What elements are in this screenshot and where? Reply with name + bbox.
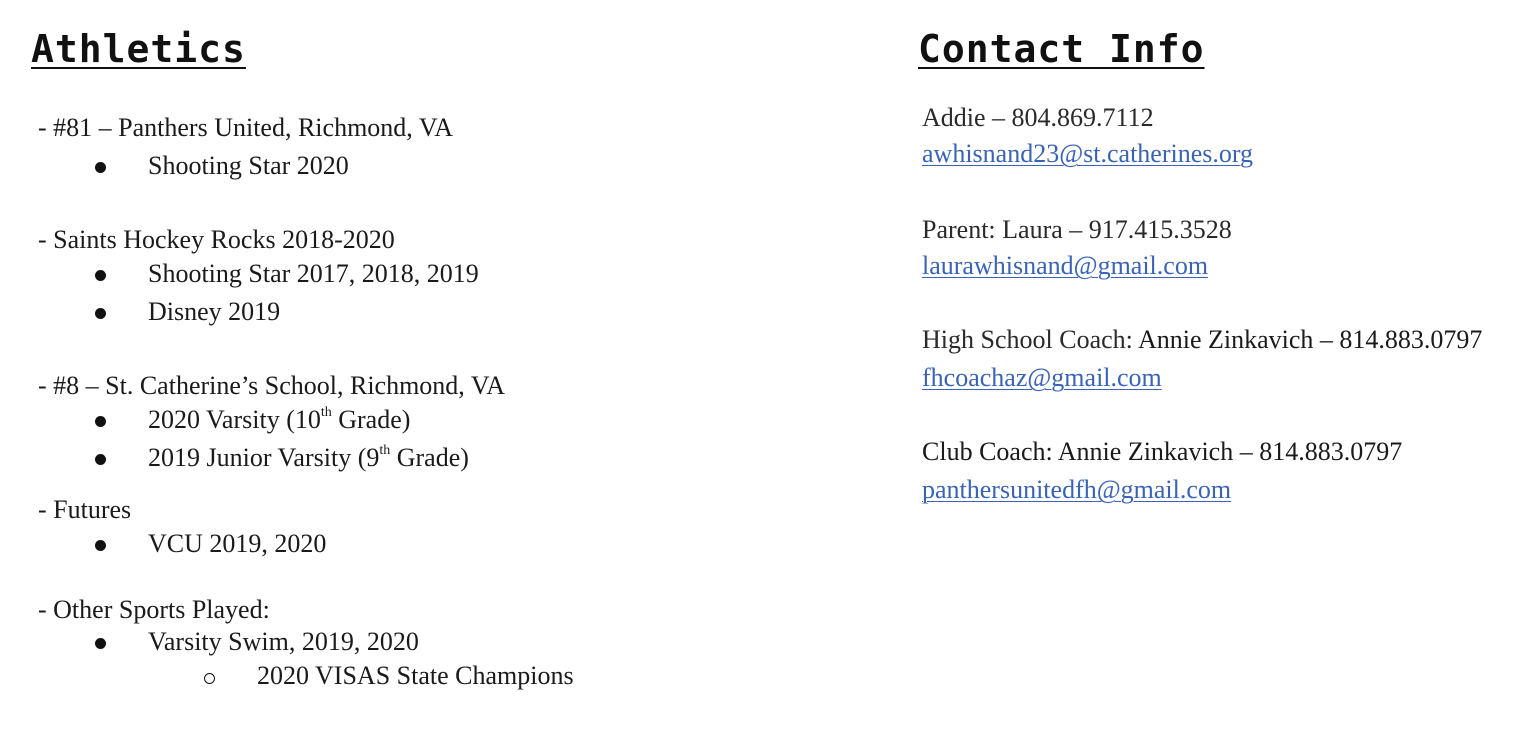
item-text: Grade) — [331, 405, 411, 434]
bullet-icon — [95, 308, 106, 319]
coach-label: High School Coach: — [922, 325, 1138, 354]
other-sports-subitem: 2020 VISAS State Champions — [257, 661, 574, 690]
coach-detail: Annie Zinkavich – 814.883.0797 — [1137, 325, 1483, 354]
bullet-icon — [95, 162, 106, 173]
item-text: 2020 Varsity (10 — [148, 405, 321, 434]
bullet-icon — [95, 454, 106, 465]
bullet-icon — [95, 416, 106, 427]
st-catherines-item — [148, 442, 469, 474]
high-school-coach-phone — [922, 324, 1482, 356]
st-catherines-item — [148, 404, 410, 436]
st-catherines-title: - #8 – St. Catherine’s School, Richmond, VA — [38, 371, 506, 400]
parent-phone: Parent: Laura – 917.415.3528 — [922, 215, 1232, 244]
athletics-heading: Athletics — [31, 27, 246, 71]
item-text: Grade) — [390, 443, 469, 472]
club-coach-email-link[interactable]: panthersunitedfh@gmail.com — [922, 475, 1232, 504]
hollow-bullet-icon — [204, 673, 215, 684]
parent-email-link[interactable]: laurawhisnand@gmail.com — [922, 251, 1209, 280]
other-sports-item: Varsity Swim, 2019, 2020 — [148, 627, 419, 656]
item-text: 2019 Junior Varsity (9 — [148, 443, 380, 472]
saints-award-item: Disney 2019 — [148, 297, 281, 326]
high-school-coach-email-link[interactable]: fhcoachaz@gmail.com — [922, 363, 1162, 392]
futures-title: - Futures — [38, 495, 132, 524]
addie-phone: Addie – 804.869.7112 — [922, 103, 1154, 132]
panthers-united-title: - #81 – Panthers United, Richmond, VA — [38, 113, 454, 142]
bullet-icon — [95, 638, 106, 649]
saints-award-item: Shooting Star 2017, 2018, 2019 — [148, 259, 479, 288]
ordinal-suffix: th — [320, 405, 332, 421]
other-sports-title: - Other Sports Played: — [38, 595, 270, 624]
contact-info-heading: Contact Info — [918, 27, 1205, 71]
bullet-icon — [95, 540, 106, 551]
addie-email-link[interactable]: awhisnand23@st.catherines.org — [922, 139, 1254, 168]
bullet-icon — [95, 270, 106, 281]
club-coach-phone: Club Coach: Annie Zinkavich – 814.883.0797 — [922, 437, 1403, 466]
futures-item: VCU 2019, 2020 — [148, 529, 327, 558]
panthers-award-item: Shooting Star 2020 — [148, 151, 349, 180]
ordinal-suffix: th — [379, 443, 391, 459]
saints-hockey-title: - Saints Hockey Rocks 2018-2020 — [38, 225, 395, 254]
